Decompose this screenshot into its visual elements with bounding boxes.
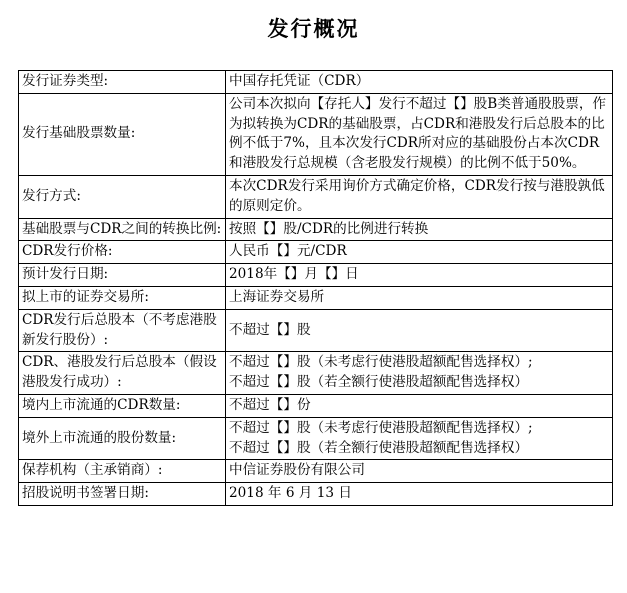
row-value [226, 352, 613, 395]
row-value: 中国存托凭证（CDR） [226, 71, 613, 94]
table-row-sponsor [19, 460, 613, 483]
row-value: 2018 年 6 月 13 日 [226, 483, 613, 506]
row-label: 发行基础股票数量: [19, 93, 226, 175]
row-label: CDR发行后总股本（不考虑港股新发行股份）: [19, 309, 226, 352]
row-value: 按照【】股/CDR的比例进行转换 [226, 218, 613, 241]
table-row-cdr-price [19, 241, 613, 264]
value-line: 不超过【】股（未考虑行使港股超额配售选择权）; [229, 419, 533, 436]
row-value: 不超过【】股 [226, 309, 613, 352]
row-value: 不超过【】份 [226, 394, 613, 417]
value-line: 不超过【】股（未考虑行使港股超额配售选择权）; [229, 354, 533, 371]
row-label: 招股说明书签署日期: [19, 483, 226, 506]
row-label: 境内上市流通的CDR数量: [19, 394, 226, 417]
row-value: 中信证券股份有限公司 [226, 460, 613, 483]
row-label: 发行方式: [19, 175, 226, 218]
issuance-overview-table [18, 70, 613, 506]
row-value: 人民币【】元/CDR [226, 241, 613, 264]
value-line: 不超过【】股（若全额行使港股超额配售选择权） [229, 439, 529, 456]
row-label: 拟上市的证券交易所: [19, 286, 226, 309]
value-line: 不超过【】股（若全额行使港股超额配售选择权） [229, 374, 529, 391]
row-label: 预计发行日期: [19, 264, 226, 287]
table-row-signing-date [19, 483, 613, 506]
table-row-overseas-share-count [19, 417, 613, 460]
row-label: 保荐机构（主承销商）: [19, 460, 226, 483]
row-label: CDR、港股发行后总股本（假设港股发行成功）: [19, 352, 226, 395]
row-value: 公司本次拟向【存托人】发行不超过【】股B类普通股股票，作为拟转换为CDR的基础股票，占CDR和港股发行后总股本的比例不低于7%，且本次发行CDR所对应的基础股份占本次CDR和港股发行总规模（含老股发行规模）的比例不低于50%。 [226, 93, 613, 175]
table-row-conversion-ratio [19, 218, 613, 241]
row-value: 本次CDR发行采用询价方式确定价格，CDR发行按与港股孰低的原则定价。 [226, 175, 613, 218]
table-row-underlying-share-count [19, 93, 613, 175]
table-row-issuance-method [19, 175, 613, 218]
table-row-expected-date [19, 264, 613, 287]
page-title: 发行概况 [267, 16, 360, 41]
row-value [226, 417, 613, 460]
table-row-total-shares-after-cdr-hk [19, 352, 613, 395]
row-value: 2018年【】月【】日 [226, 264, 613, 287]
table-row-domestic-cdr-count [19, 394, 613, 417]
row-label: 境外上市流通的股份数量: [19, 417, 226, 460]
row-label: 基础股票与CDR之间的转换比例: [19, 218, 226, 241]
table-row-security-type [19, 71, 613, 94]
table-row-exchange [19, 286, 613, 309]
row-label: 发行证券类型: [19, 71, 226, 94]
row-value: 上海证券交易所 [226, 286, 613, 309]
row-label: CDR发行价格: [19, 241, 226, 264]
table-row-total-shares-after-cdr [19, 309, 613, 352]
